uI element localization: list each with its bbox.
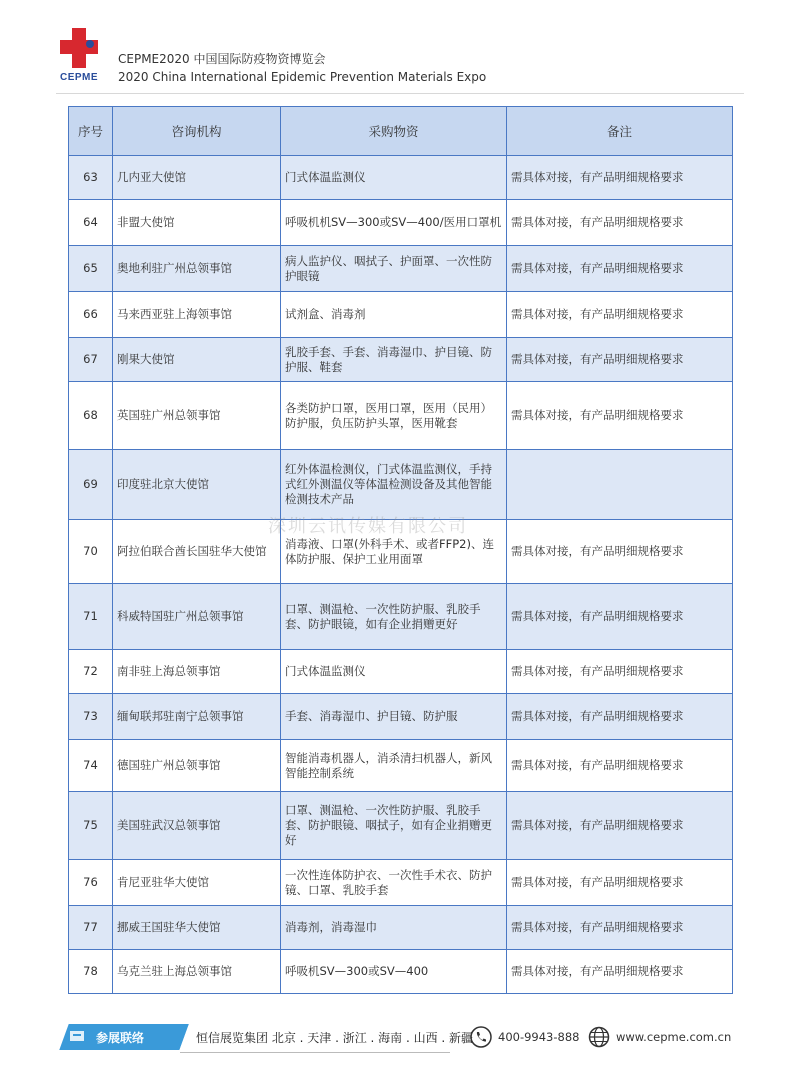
row-number: 71 [69,584,113,650]
procurement-table [68,106,733,994]
header-title: CEPME2020 中国国际防疫物资博览会 [118,52,326,66]
row-org: 马来西亚驻上海领事馆 [113,292,281,338]
col-header-no: 序号 [69,107,113,156]
row-number: 70 [69,520,113,584]
globe-icon [588,1026,610,1048]
row-items: 病人监护仪、咽拭子、护面罩、一次性防护眼镜 [281,246,507,292]
row-number: 68 [69,382,113,450]
row-items: 消毒液、口罩(外科手术、或者FFP2)、连体防护服、保护工业用面罩 [281,520,507,584]
row-number: 77 [69,906,113,950]
col-header-org: 咨询机构 [113,107,281,156]
row-number: 76 [69,860,113,906]
row-items: 智能消毒机器人，消杀清扫机器人，新风智能控制系统 [281,740,507,792]
logo-text: CEPME [60,72,99,83]
page-footer [0,1018,800,1058]
row-note: 需具体对接，有产品明细规格要求 [507,292,733,338]
row-org: 缅甸联邦驻南宁总领事馆 [113,694,281,740]
row-org: 非盟大使馆 [113,200,281,246]
row-org: 南非驻上海总领事馆 [113,650,281,694]
row-org: 挪威王国驻华大使馆 [113,906,281,950]
row-note: 需具体对接，有产品明细规格要求 [507,338,733,382]
table-row [69,792,733,860]
row-items: 呼吸机SV—300或SV—400 [281,950,507,994]
row-org: 科威特国驻广州总领事馆 [113,584,281,650]
row-number: 66 [69,292,113,338]
row-note: 需具体对接，有产品明细规格要求 [507,950,733,994]
row-items: 消毒剂，消毒湿巾 [281,906,507,950]
table-body [69,156,733,994]
row-items: 手套、消毒湿巾、护目镜、防护服 [281,694,507,740]
table-row [69,338,733,382]
table-row [69,906,733,950]
table-row [69,292,733,338]
row-number: 72 [69,650,113,694]
watermark-text: 深圳云讯传媒有限公司 [268,516,468,537]
expo-badge-icon [68,1027,86,1045]
footer-phone[interactable]: 400-9943-888 [498,1030,580,1044]
table-row [69,694,733,740]
table-row [69,246,733,292]
row-items: 门式体温监测仪 [281,650,507,694]
row-items: 口罩、测温枪、一次性防护服、乳胶手套、防护眼镜、咽拭子，如有企业捐赠更好 [281,792,507,860]
row-org: 刚果大使馆 [113,338,281,382]
row-items: 门式体温监测仪 [281,156,507,200]
row-note: 需具体对接，有产品明细规格要求 [507,740,733,792]
row-number: 65 [69,246,113,292]
row-items: 呼吸机机SV—300或SV—400/医用口罩机 [281,200,507,246]
row-note: 需具体对接，有产品明细规格要求 [507,906,733,950]
row-items: 口罩、测温枪、一次性防护服、乳胶手套、防护眼镜，如有企业捐赠更好 [281,584,507,650]
header-subtitle: 2020 China International Epidemic Prevention Materials Expo [118,70,487,84]
row-org: 英国驻广州总领事馆 [113,382,281,450]
row-org: 印度驻北京大使馆 [113,450,281,520]
footer-website[interactable]: www.cepme.com.cn [616,1030,732,1044]
footer-divider [180,1052,450,1053]
table-row [69,200,733,246]
row-org: 德国驻广州总领事馆 [113,740,281,792]
row-items: 一次性连体防护衣、一次性手术衣、防护镜、口罩、乳胶手套 [281,860,507,906]
row-note: 需具体对接，有产品明细规格要求 [507,694,733,740]
row-org: 乌克兰驻上海总领事馆 [113,950,281,994]
row-note: 需具体对接，有产品明细规格要求 [507,246,733,292]
col-header-items: 采购物资 [281,107,507,156]
header-divider [56,93,744,94]
table-row [69,382,733,450]
row-note: 需具体对接，有产品明细规格要求 [507,792,733,860]
phone-icon [470,1026,492,1048]
row-note: 需具体对接，有产品明细规格要求 [507,156,733,200]
table-header-row [69,107,733,156]
row-number: 64 [69,200,113,246]
row-items: 乳胶手套、手套、消毒湿巾、护目镜、防护服、鞋套 [281,338,507,382]
row-note [507,450,733,520]
table-row [69,740,733,792]
row-items: 红外体温检测仪，门式体温监测仪，手持式红外测温仪等体温检测设备及其他智能检测技术产品 [281,450,507,520]
table-row [69,950,733,994]
row-number: 78 [69,950,113,994]
page-header [0,0,800,96]
row-org: 几内亚大使馆 [113,156,281,200]
row-items: 试剂盒、消毒剂 [281,292,507,338]
row-note: 需具体对接，有产品明细规格要求 [507,382,733,450]
contact-badge-label: 参展联络 [96,1031,145,1045]
row-org: 阿拉伯联合酋长国驻华大使馆 [113,520,281,584]
row-org: 奥地利驻广州总领事馆 [113,246,281,292]
row-note: 需具体对接，有产品明细规格要求 [507,200,733,246]
footer-company: 恒信展览集团 北京 . 天津 . 浙江 . 海南 . 山西 . 新疆 [196,1031,474,1045]
table-row [69,860,733,906]
table-row [69,650,733,694]
row-org: 肯尼亚驻华大使馆 [113,860,281,906]
row-number: 74 [69,740,113,792]
row-note: 需具体对接，有产品明细规格要求 [507,584,733,650]
row-number: 63 [69,156,113,200]
row-number: 75 [69,792,113,860]
row-number: 69 [69,450,113,520]
table-row [69,520,733,584]
table-row [69,156,733,200]
row-number: 67 [69,338,113,382]
row-items: 各类防护口罩，医用口罩，医用（民用）防护服，负压防护头罩，医用靴套 [281,382,507,450]
col-header-note: 备注 [507,107,733,156]
row-number: 73 [69,694,113,740]
row-note: 需具体对接，有产品明细规格要求 [507,860,733,906]
row-note: 需具体对接，有产品明细规格要求 [507,520,733,584]
table-row [69,584,733,650]
row-note: 需具体对接，有产品明细规格要求 [507,650,733,694]
table-row [69,450,733,520]
row-org: 美国驻武汉总领事馆 [113,792,281,860]
